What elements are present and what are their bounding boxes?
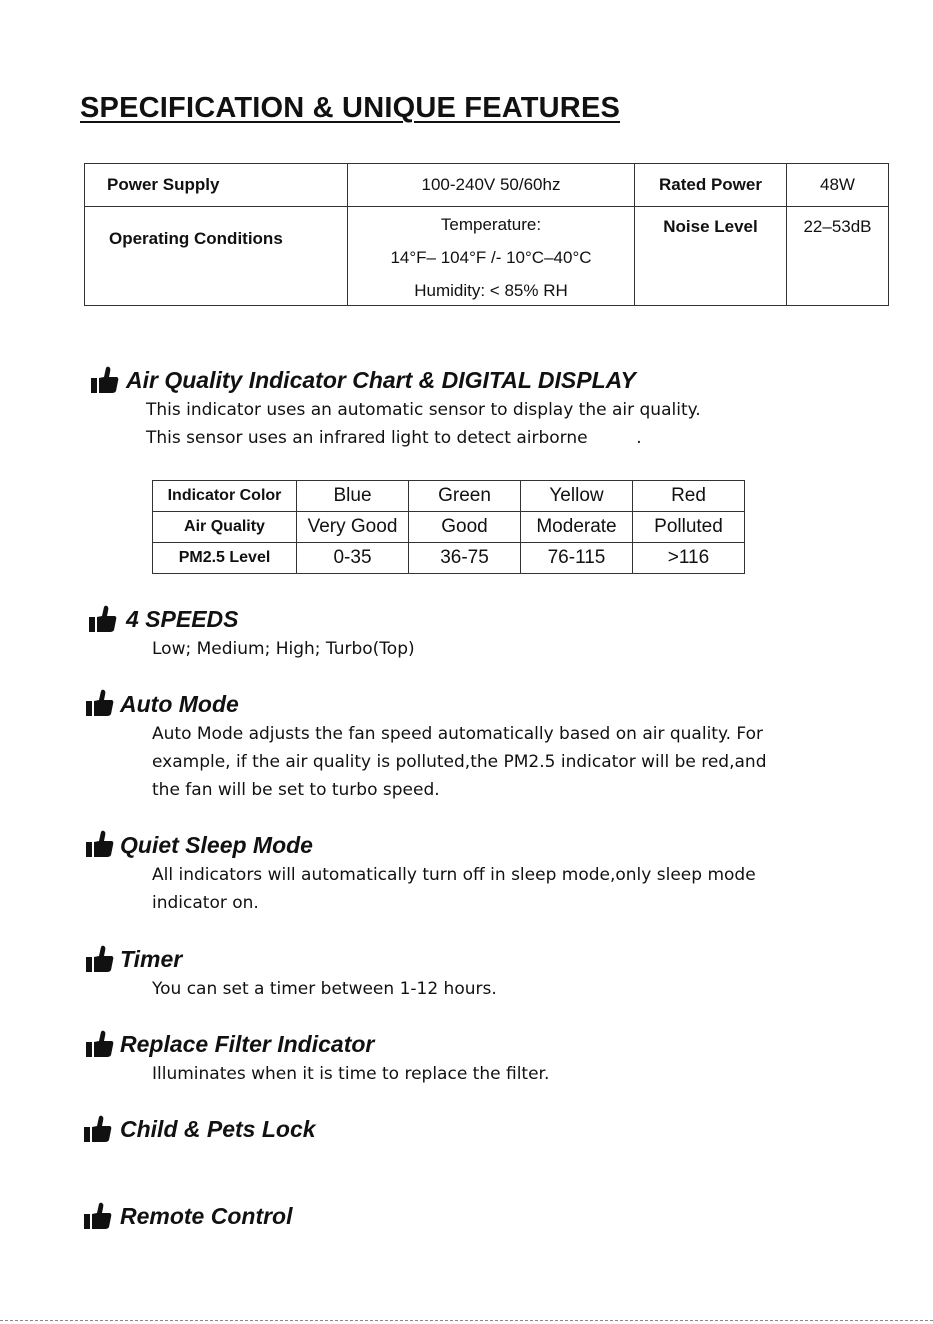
power-supply-value: 100-240V 50/60hz <box>348 164 635 207</box>
rated-power-value: 48W <box>787 164 889 207</box>
auto-mode-line-3: the fan will be set to turbo speed. <box>152 780 440 800</box>
power-supply-label: Power Supply <box>85 164 348 207</box>
table-cell: Polluted <box>633 512 745 543</box>
thumbs-up-icon <box>83 1201 113 1231</box>
table-cell: 36-75 <box>409 543 521 574</box>
humidity-value: Humidity: < 85% RH <box>414 281 568 300</box>
speeds-line: Low; Medium; High; Turbo(Top) <box>152 639 415 659</box>
thumbs-up-icon <box>85 688 115 718</box>
air-quality-table <box>152 480 745 574</box>
thumbs-up-icon <box>85 944 115 974</box>
table-cell: Blue <box>297 481 409 512</box>
auto-mode-heading: Auto Mode <box>120 691 239 717</box>
thumbs-up-icon <box>83 1114 113 1144</box>
table-row <box>153 543 745 574</box>
air-quality-heading: Air Quality Indicator Chart & DIGITAL DISPLAY <box>126 367 636 393</box>
operating-conditions-value <box>348 207 635 306</box>
timer-heading: Timer <box>120 946 183 972</box>
replace-filter-line: Illuminates when it is time to replace the filter. <box>152 1064 550 1084</box>
table-cell: Red <box>633 481 745 512</box>
table-cell: Moderate <box>521 512 633 543</box>
remote-control-heading: Remote Control <box>120 1203 293 1229</box>
timer-line: You can set a timer between 1-12 hours. <box>152 979 497 999</box>
noise-level-label: Noise Level <box>635 207 787 306</box>
page-title: SPECIFICATION & UNIQUE FEATURES <box>80 92 621 124</box>
table-cell: Very Good <box>297 512 409 543</box>
child-lock-heading: Child & Pets Lock <box>120 1116 316 1142</box>
table-cell: Good <box>409 512 521 543</box>
auto-mode-line-2: example, if the air quality is polluted,the PM2.5 indicator will be red,and <box>152 752 767 772</box>
temperature-label: Temperature: <box>440 215 542 234</box>
replace-filter-heading: Replace Filter Indicator <box>120 1031 375 1057</box>
air-quality-line-1: This indicator uses an automatic sensor to display the air quality. <box>146 400 701 420</box>
operating-conditions-label: Operating Conditions <box>85 207 348 306</box>
auto-mode-line-1: Auto Mode adjusts the fan speed automatically based on air quality. For <box>152 724 763 744</box>
table-row <box>153 481 745 512</box>
thumbs-up-icon <box>88 604 118 634</box>
speeds-heading: 4 SPEEDS <box>126 606 239 632</box>
noise-level-value: 22–53dB <box>787 207 889 306</box>
thumbs-up-icon <box>90 365 120 395</box>
table-cell: 0-35 <box>297 543 409 574</box>
page-bottom-rule <box>0 1320 933 1321</box>
row-label: Indicator Color <box>153 481 297 512</box>
spec-table <box>84 163 889 306</box>
table-row <box>153 512 745 543</box>
rated-power-label: Rated Power <box>635 164 787 207</box>
air-quality-line-2: This sensor uses an infrared light to detect airborne . <box>146 428 642 448</box>
table-cell: >116 <box>633 543 745 574</box>
quiet-sleep-heading: Quiet Sleep Mode <box>120 832 313 858</box>
quiet-sleep-line-1: All indicators will automatically turn off in sleep mode,only sleep mode <box>152 865 756 885</box>
quiet-sleep-line-2: indicator on. <box>152 893 259 913</box>
thumbs-up-icon <box>85 1029 115 1059</box>
thumbs-up-icon <box>85 829 115 859</box>
temperature-value: 14°F– 104°F /- 10°C–40°C <box>390 248 592 267</box>
table-cell: 76-115 <box>521 543 633 574</box>
table-cell: Yellow <box>521 481 633 512</box>
row-label: PM2.5 Level <box>153 543 297 574</box>
row-label: Air Quality <box>153 512 297 543</box>
table-cell: Green <box>409 481 521 512</box>
